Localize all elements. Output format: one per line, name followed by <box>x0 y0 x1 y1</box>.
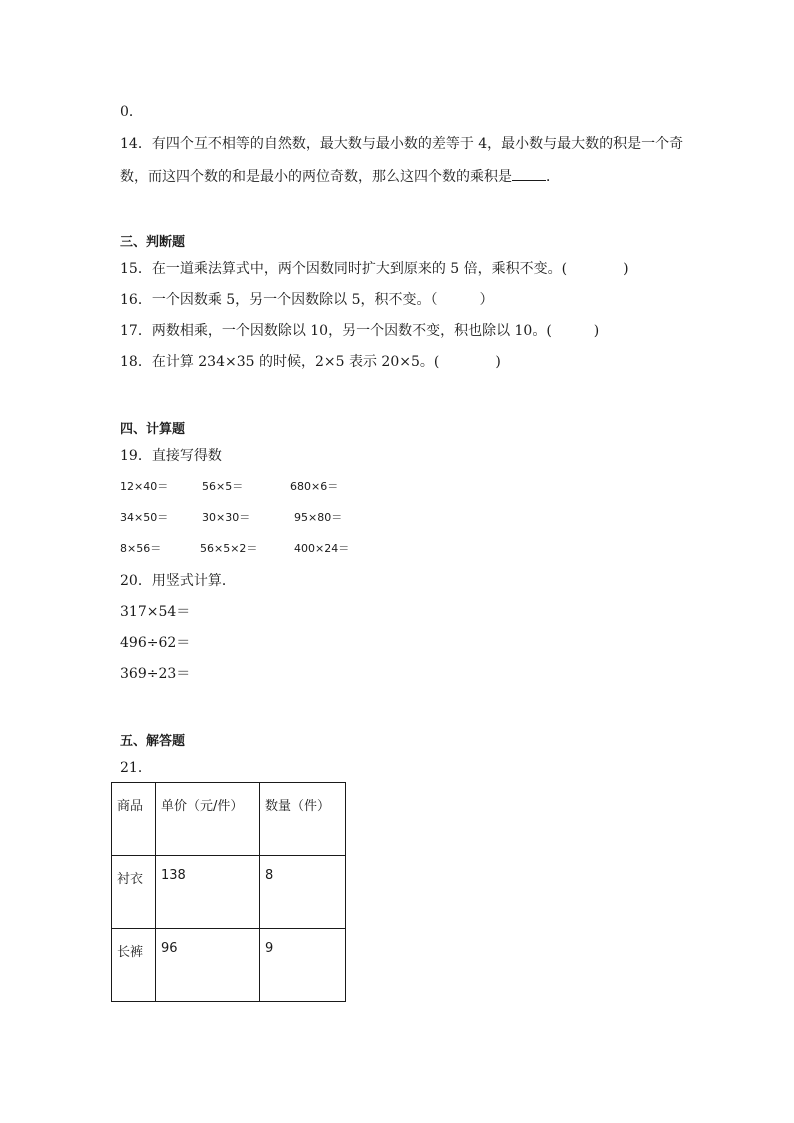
section3-title: 三、判断题 <box>120 235 186 250</box>
q20-item: 496÷62＝ <box>120 635 191 651</box>
q20-label: 20．用竖式计算． <box>120 573 236 589</box>
q14-line2-text: 数，而这四个数的和是最小的两位奇数，那么这四个数的乘积是 <box>120 169 512 185</box>
q16: 16．一个因数乘 5，另一个因数除以 5，积不变。（ ） <box>120 292 494 308</box>
table-cell: 9 <box>260 929 346 1002</box>
table-header-row <box>112 783 346 856</box>
q15: 15．在一道乘法算式中，两个因数同时扩大到原来的 5 倍，乘积不变。( ) <box>120 261 629 277</box>
table-cell: 衬衣 <box>112 856 156 929</box>
q14-line2-end: ． <box>546 169 560 185</box>
q20-item: 317×54＝ <box>120 604 191 620</box>
calc-item: 34×50＝ <box>120 511 169 524</box>
q17: 17．两数相乘，一个因数除以 10，另一个因数不变，积也除以 10。( ) <box>120 323 600 339</box>
table-cell: 138 <box>156 856 260 929</box>
price-table <box>111 782 346 1002</box>
table-cell: 8 <box>260 856 346 929</box>
calc-item: 8×56＝ <box>120 542 162 555</box>
calc-item: 400×24＝ <box>294 542 350 555</box>
q21-label: 21． <box>120 760 152 776</box>
table-header-cell: 数量（件） <box>260 783 346 856</box>
q14-line2 <box>120 166 560 186</box>
section4-title: 四、计算题 <box>120 422 186 437</box>
calc-item: 56×5＝ <box>202 480 244 493</box>
table-cell: 96 <box>156 929 260 1002</box>
table-row <box>112 856 346 929</box>
calc-item: 680×6＝ <box>290 480 339 493</box>
calc-item: 95×80＝ <box>294 511 343 524</box>
q18: 18．在计算 234×35 的时候，2×5 表示 20×5。( ) <box>120 354 501 370</box>
table-row <box>112 929 346 1002</box>
table-cell: 长裤 <box>112 929 156 1002</box>
q13-tail: 0． <box>120 104 143 120</box>
calc-item: 56×5×2＝ <box>200 542 258 555</box>
q19-label: 19．直接写得数 <box>120 448 222 464</box>
q14-line1: 14．有四个互不相等的自然数，最大数与最小数的差等于 4，最小数与最大数的积是一个奇 <box>120 136 684 152</box>
table-header-cell: 单价（元/件） <box>156 783 260 856</box>
section5-title: 五、解答题 <box>120 734 186 749</box>
table-header-cell: 商品 <box>112 783 156 856</box>
calc-item: 30×30＝ <box>202 511 251 524</box>
q20-item: 369÷23＝ <box>120 666 191 682</box>
answer-blank <box>512 166 546 181</box>
calc-item: 12×40＝ <box>120 480 169 493</box>
